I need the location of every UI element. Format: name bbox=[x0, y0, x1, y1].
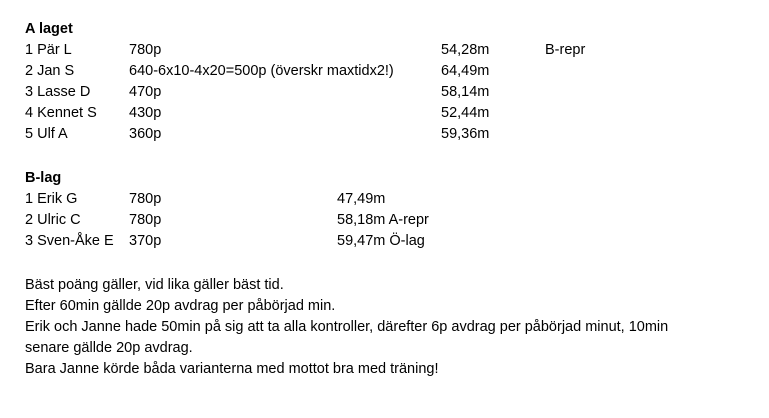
a-team-row bbox=[0, 82, 769, 103]
a-team-row bbox=[0, 40, 769, 61]
b-team-row bbox=[0, 210, 769, 231]
b-team-points: 370p bbox=[129, 233, 162, 249]
a-team-points: 640-6x10-4x20=500p (överskr maxtidx2!) bbox=[129, 63, 394, 79]
b-team-time: 47,49m bbox=[337, 191, 386, 207]
a-team-row bbox=[0, 124, 769, 145]
b-team-heading: B-lag bbox=[25, 170, 62, 186]
a-team-row bbox=[0, 103, 769, 124]
b-team-row bbox=[0, 189, 769, 210]
a-team-points: 780p bbox=[129, 42, 162, 58]
a-team-points: 360p bbox=[129, 126, 162, 142]
a-team-name: 1 Pär L bbox=[25, 42, 72, 58]
a-team-time: 54,28m bbox=[441, 42, 490, 58]
b-team-name: 1 Erik G bbox=[25, 191, 78, 207]
b-team-points: 780p bbox=[129, 191, 162, 207]
a-team-time: 59,36m bbox=[441, 126, 490, 142]
b-team-name: 3 Sven-Åke E bbox=[25, 233, 114, 249]
a-team-time: 52,44m bbox=[441, 105, 490, 121]
note-line: Erik och Janne hade 50min på sig att ta alla kontroller, därefter 6p avdrag per påbörjad minut, 10min bbox=[25, 319, 669, 335]
a-team-row bbox=[0, 61, 769, 82]
b-team-row bbox=[0, 231, 769, 252]
note-line: Efter 60min gällde 20p avdrag per påbörjad min. bbox=[25, 298, 336, 314]
a-team-time: 58,14m bbox=[441, 84, 490, 100]
b-team-name: 2 Ulric C bbox=[25, 212, 81, 228]
a-team-points: 470p bbox=[129, 84, 162, 100]
a-team-name: 2 Jan S bbox=[25, 63, 75, 79]
a-team-points: 430p bbox=[129, 105, 162, 121]
b-team-time: 58,18m A-repr bbox=[337, 212, 429, 228]
note-line: Bäst poäng gäller, vid lika gäller bäst tid. bbox=[25, 277, 284, 293]
b-team-points: 780p bbox=[129, 212, 162, 228]
a-team-heading: A laget bbox=[25, 21, 73, 37]
a-team-note: B-repr bbox=[545, 42, 586, 58]
a-team-time: 64,49m bbox=[441, 63, 490, 79]
a-team-name: 3 Lasse D bbox=[25, 84, 91, 100]
a-team-name: 5 Ulf A bbox=[25, 126, 68, 142]
a-team-name: 4 Kennet S bbox=[25, 105, 97, 121]
note-line: Bara Janne körde båda varianterna med mottot bra med träning! bbox=[25, 361, 439, 377]
b-team-time: 59,47m Ö-lag bbox=[337, 233, 425, 249]
note-line: senare gällde 20p avdrag. bbox=[25, 340, 193, 356]
